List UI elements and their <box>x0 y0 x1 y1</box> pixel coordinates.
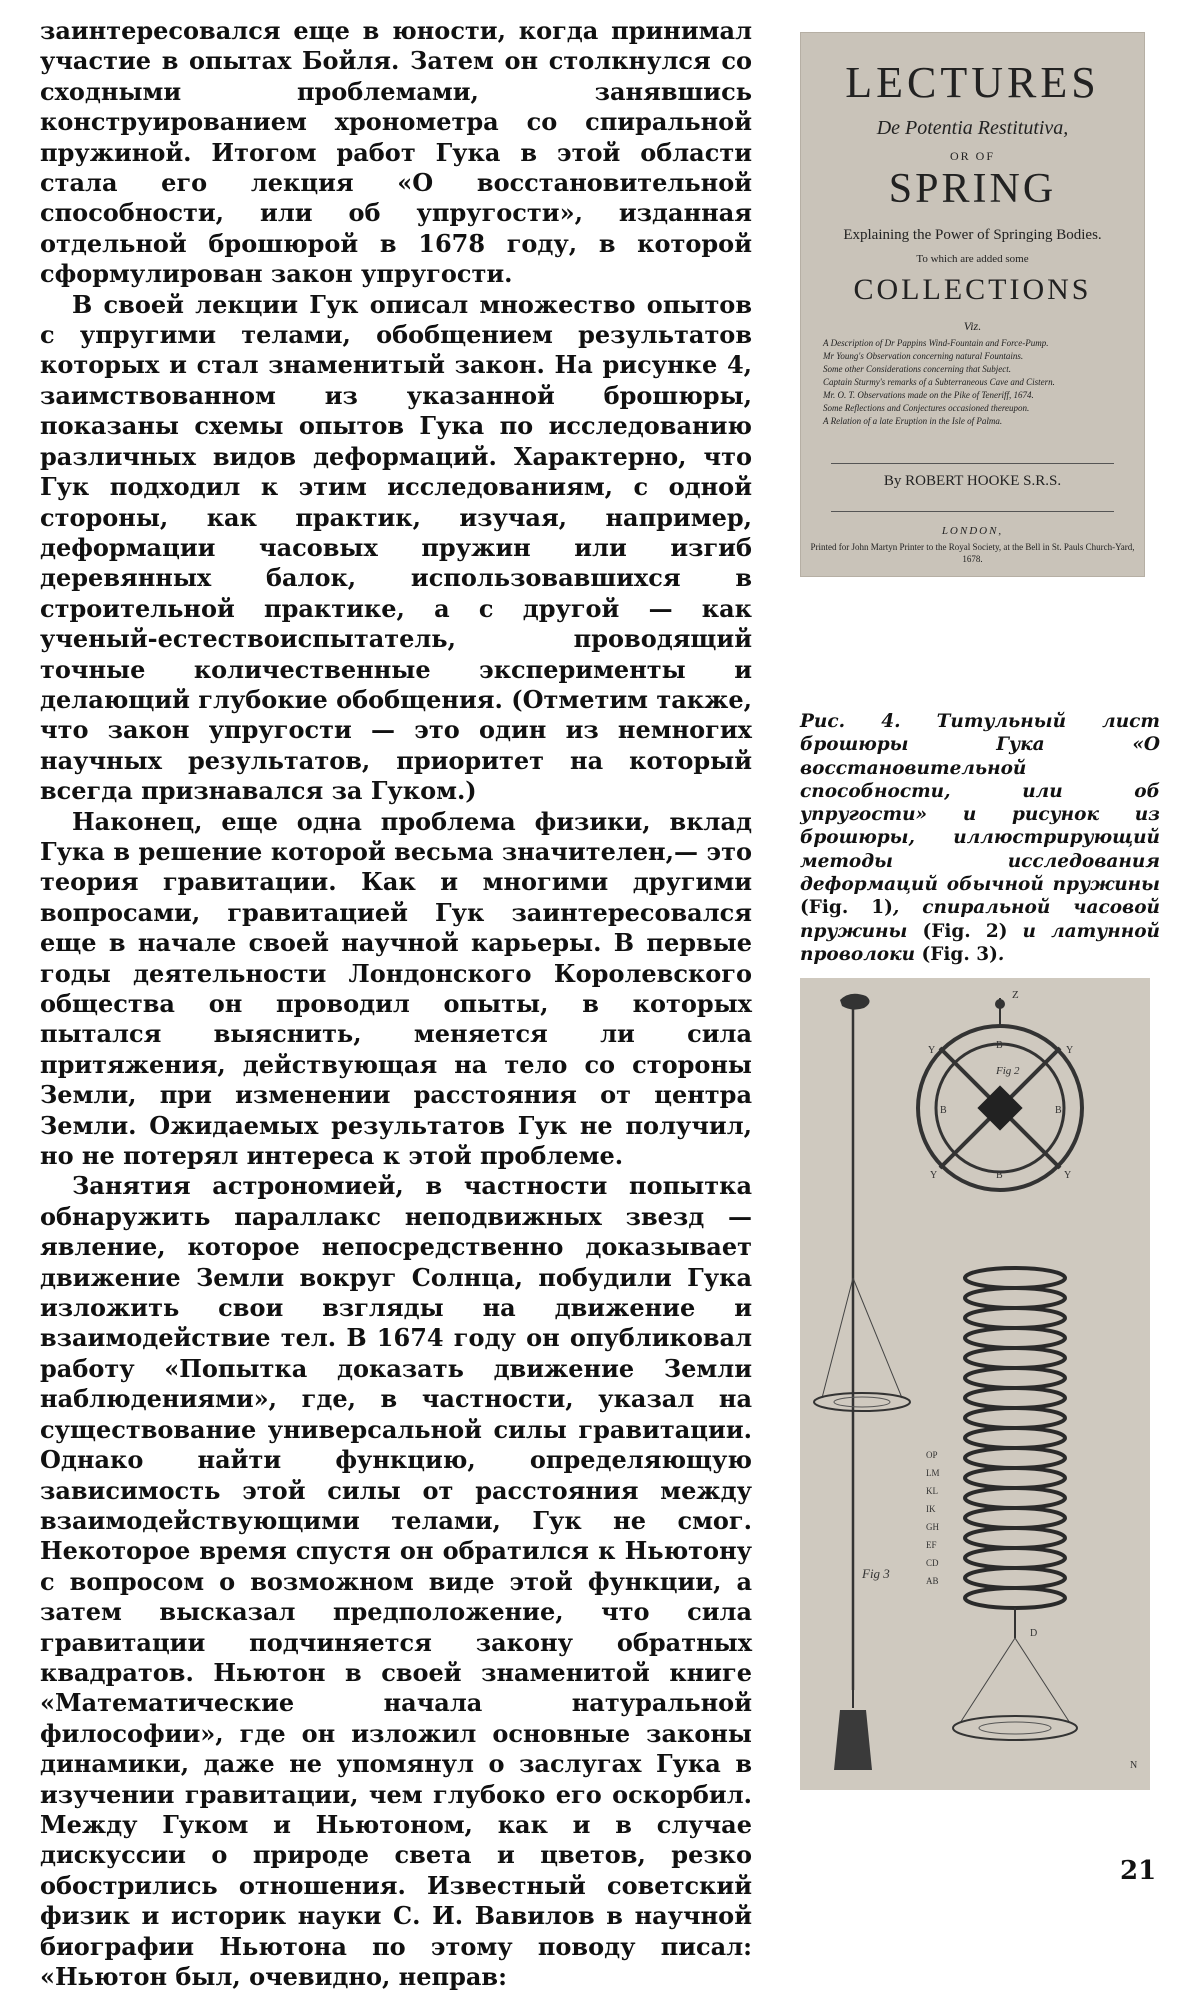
weight <box>834 1710 872 1770</box>
title-items-list <box>823 337 1122 428</box>
figure-caption <box>800 710 1160 966</box>
letter-z: Z <box>1012 989 1019 1001</box>
letter-y: Y <box>930 1170 938 1181</box>
title-rule-bottom <box>831 511 1114 512</box>
caption-text: , спиральной часовой пружины <box>800 897 1160 942</box>
letter-y: Y <box>1066 1045 1074 1056</box>
caption-text: . <box>997 943 1005 965</box>
hooke-spring-figure <box>800 978 1150 1790</box>
scale-mark: AB <box>926 1576 939 1586</box>
title-viz: Viz. <box>963 319 982 333</box>
title-london: LONDON, <box>941 525 1004 537</box>
title-collections: COLLECTIONS <box>853 273 1092 306</box>
title-spring: SPRING <box>888 166 1057 212</box>
paragraph-2: В своей лекции Гук описал множество опытов с упругими телами, обобщением результатов которых и стал знаменитый закон. На рисунке 4, заимствованном из указанной брошюры, показаны схемы опытов Гука по исследованию различных видов деформаций. Характерно, что Гук подходил к этим исследованиям, с одной стороны, как практик, изучая, например, деформации часовых пружин или изгиб деревянных балок, использовавшихся в строительной практике, а с другой — как ученый-естествоиспытатель, проводящий точные количественные эксперименты и делающий глубокие обобщения. (Отметим также, что закон упругости — это один из немногих научных результатов, приоритет на который всегда признавался за Гуком.) <box>40 289 752 806</box>
title-item: Mr. O. T. Observations made on the Pike of Teneriff, 1674. <box>823 390 1034 400</box>
title-lectures: LECTURES <box>845 58 1100 107</box>
letter-y: Y <box>1064 1170 1072 1181</box>
title-item: Mr Young's Observation concerning natural Fountains. <box>823 351 1024 361</box>
caption-text: и латунной проволоки <box>800 920 1160 965</box>
letter-y: Y <box>928 1045 936 1056</box>
title-item: A Relation of a late Eruption in the Isle of Palma. <box>823 416 1003 426</box>
caption-fig2: (Fig. 2) <box>922 920 1008 942</box>
paragraph-3: Наконец, еще одна проблема физики, вклад Гука в решение которой весьма значителен,— это теория гравитации. Как и многими другими вопросами, гравитацией Гук заинтересовался еще в начале своей научной карьеры. В первые годы деятельности Лондонского Королевского общества он проводил опыты, в которых пытался выяснить, меняется ли сила притяжения, действующая на тело со стороны Земли, при изменении расстояния от центра Земли. Ожидаемых результатов Гук не получил, но не потерял интереса к этой проблеме. <box>40 806 752 1171</box>
scale-mark: LM <box>926 1468 940 1478</box>
wheel-top-knob <box>995 999 1005 1009</box>
title-item: Some other Considerations concerning that Subject. <box>823 364 1011 374</box>
caption-text: Рис. 4. Титульный лист брошюры Гука «О восстановительной способности, или об упругости» и рисунок из брошюры, иллюстрирующий методы исследования деформаций обычной пружины <box>800 711 1160 896</box>
scale-mark: KL <box>926 1486 938 1496</box>
title-item: Some Reflections and Conjectures occasioned thereupon. <box>823 403 1030 413</box>
letter-n: N <box>1130 1760 1138 1771</box>
title-item: A Description of Dr Pappins Wind-Fountain and Force-Pump. <box>823 338 1049 348</box>
caption-fig1: (Fig. 1) <box>800 897 893 919</box>
fig3-label: Fig 3 <box>862 1566 890 1581</box>
letter-b: B <box>940 1105 947 1116</box>
scale-mark: GH <box>926 1522 939 1532</box>
letter-b: B <box>1055 1105 1062 1116</box>
letter-b: B <box>996 1040 1003 1051</box>
letter-b: B <box>996 1170 1003 1181</box>
paragraph-1: заинтересовался еще в юности, когда принимал участие в опытах Бойля. Затем он столкнулся со сходными проблемами, занявшись конструированием хронометра со спиральной пружиной. Итогом работ Гука в этой области стала его лекция «О восстановительной способности, или об упругости», изданная отдельной брошюрой в 1678 году, в которой сформулирован закон упругости. <box>40 16 752 289</box>
fig2-label: Fig 2 <box>996 1065 1020 1077</box>
title-item: Captain Sturmy's remarks of a Subterraneous Cave and Cistern. <box>823 377 1055 387</box>
scale-mark: OP <box>926 1450 938 1460</box>
paragraph-4: Занятия астрономией, в частности попытка обнаружить параллакс неподвижных звезд — явление, которое непосредственно доказывает движение Земли вокруг Солнца, побудили Гука изложить свои взгляды на движение и взаимодействие тел. В 1674 году он опубликовал работу «Попытка доказать движение Земли наблюдениями», где, в частности, указал на существование универсальной силы гравитации. Однако найти функцию, определяющую зависимость этой силы от расстояния между взаимодействующими телами, Гук не смог. Некоторое время спустя он обратился к Ньютону с вопросом о возможном виде этой функции, а затем высказал предположение, что сила гравитации подчиняется закону обратных квадратов. Ньютон в своей знаменитой книге «Математические начала натуральной философии», где он изложил основные законы динамики, даже не упомянул о заслугах Гука в изучении гравитации, чем глубоко его оскорбил. Между Гуком и Ньютоном, как и в случае дискуссии о природе света и цветов, резко обострились отношения. Известный советский физик и историк науки С. И. Вавилов в научной биографии Ньютона по этому поводу писал: «Ньютон был, очевидно, неправ: <box>40 1171 752 1991</box>
letter-d: D <box>1030 1628 1038 1639</box>
title-explaining: Explaining the Power of Springing Bodies. <box>843 227 1102 243</box>
title-page-image <box>800 32 1145 577</box>
title-or: OR OF <box>949 149 995 163</box>
scale-mark: CD <box>926 1558 939 1568</box>
scale-mark: IK <box>926 1504 936 1514</box>
title-latin: De Potentia Restitutiva, <box>876 117 1069 139</box>
article-column <box>40 16 752 1992</box>
caption-fig3: (Fig. 3) <box>921 943 998 965</box>
page-number: 21 <box>1120 1856 1157 1886</box>
title-rule-top <box>831 463 1114 464</box>
title-added: To which are added some <box>916 253 1029 265</box>
title-printed: Printed for John Martyn Printer to the Royal Society, at the Bell in St. Pauls Church-Yard, 1678. <box>810 542 1135 564</box>
spring-drawing <box>800 978 1150 1790</box>
title-author: By ROBERT HOOKE S.R.S. <box>883 473 1062 489</box>
scale-mark: EF <box>926 1540 937 1550</box>
